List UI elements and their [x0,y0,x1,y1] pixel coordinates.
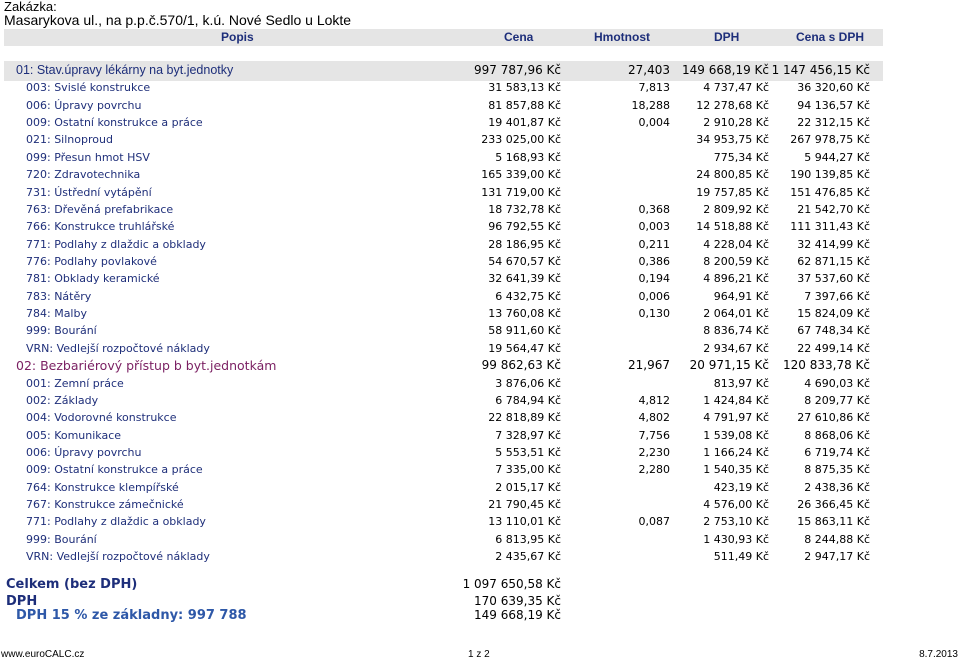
footer-site: www.euroCALC.cz [1,649,85,660]
table-row [0,427,960,444]
row-cena-s-dph: 8 209,77 Kč [804,393,870,407]
row-hmotnost: 21,967 [628,358,670,373]
row-cena-s-dph: 8 244,88 Kč [804,532,870,546]
row-dph: 1 166,24 Kč [703,445,769,459]
row-name: VRN: Vedlejší rozpočtové náklady [26,341,210,355]
summary-total [0,576,960,593]
row-cena-s-dph: 1 147 456,15 Kč [771,63,870,77]
table-row [0,166,960,183]
col-cena: Cena [504,30,534,44]
row-hmotnost: 0,211 [638,237,670,251]
row-dph: 4 737,47 Kč [703,81,769,95]
page-footer [0,649,960,661]
row-name: 731: Ústřední vytápění [26,185,152,199]
total-label: Celkem (bez DPH) [6,577,138,592]
summary-vat15 [0,607,960,624]
row-cena: 6 432,75 Kč [495,289,561,303]
row-cena-s-dph: 2 438,36 Kč [804,480,870,494]
row-dph: 8 836,74 Kč [703,324,769,338]
row-cena: 997 787,96 Kč [474,63,561,77]
table-row [0,392,960,409]
row-dph: 24 800,85 Kč [696,168,769,182]
row-dph: 2 809,92 Kč [703,202,769,216]
project-title: Masarykova ul., na p.p.č.570/1, k.ú. Nové Sedlo u Lokte [4,12,352,28]
table-row [0,149,960,166]
row-cena-s-dph: 120 833,78 Kč [783,358,870,373]
row-name: 001: Zemní práce [26,376,124,390]
row-cena-s-dph: 15 863,11 Kč [797,515,870,529]
table-row [0,322,960,339]
row-cena-s-dph: 26 366,45 Kč [797,498,870,511]
row-cena: 3 876,06 Kč [495,376,561,390]
row-cena-s-dph: 67 748,34 Kč [797,324,870,338]
row-hmotnost: 0,386 [638,255,670,268]
table-row [0,201,960,218]
zakazka-label: Zakázka: [4,0,57,14]
row-hmotnost: 0,003 [638,220,670,234]
row-name: 783: Nátěry [26,289,92,303]
table-row [0,270,960,287]
row-name: 771: Podlahy z dlaždic a obklady [26,515,206,529]
table-row [0,97,960,114]
row-hmotnost: 0,087 [638,515,670,529]
table-row [0,79,960,96]
row-dph: 34 953,75 Kč [696,133,769,147]
row-hmotnost: 0,004 [638,116,670,130]
row-hmotnost: 0,006 [638,289,670,303]
table-row [0,218,960,235]
row-cena: 54 670,57 Kč [488,255,561,268]
row-name: 006: Úpravy povrchu [26,445,142,459]
row-cena-s-dph: 22 312,15 Kč [797,116,870,130]
table-row [0,131,960,148]
row-dph: 4 896,21 Kč [703,272,769,286]
row-dph: 19 757,85 Kč [696,185,769,199]
row-dph: 4 576,00 Kč [703,498,769,511]
row-name: 01: Stav.úpravy lékárny na byt.jednotky [16,63,234,77]
row-cena: 21 790,45 Kč [488,498,561,511]
row-cena-s-dph: 36 320,60 Kč [797,81,870,95]
row-cena: 58 911,60 Kč [488,324,561,338]
row-cena-s-dph: 94 136,57 Kč [797,98,870,112]
row-dph: 2 934,67 Kč [703,341,769,355]
row-name: 02: Bezbariérový přístup b byt.jednotkám [16,358,277,374]
table-row [0,375,960,392]
row-hmotnost: 2,230 [638,445,670,459]
row-cena: 13 760,08 Kč [488,307,561,320]
row-cena-s-dph: 267 978,75 Kč [790,133,870,147]
row-cena-s-dph: 15 824,09 Kč [797,307,870,320]
row-name: 099: Přesun hmot HSV [26,150,150,164]
row-cena: 31 583,13 Kč [488,81,561,95]
row-cena: 32 641,39 Kč [488,272,561,286]
table-row [0,444,960,461]
row-name: 771: Podlahy z dlaždic a obklady [26,237,206,251]
row-cena-s-dph: 21 542,70 Kč [797,202,870,216]
row-hmotnost: 7,813 [638,81,670,95]
row-cena: 28 186,95 Kč [488,237,561,251]
row-cena-s-dph: 62 871,15 Kč [797,255,870,268]
section-row [0,357,960,374]
row-dph: 12 278,68 Kč [696,98,769,112]
row-hmotnost: 7,756 [638,428,670,442]
row-name: 006: Úpravy povrchu [26,98,142,112]
table-row [0,253,960,270]
table-row [0,479,960,496]
row-cena: 22 818,89 Kč [488,411,561,425]
row-hmotnost: 4,802 [638,411,670,425]
row-hmotnost: 0,194 [638,272,670,286]
row-name: 002: Základy [26,393,99,407]
row-cena-s-dph: 32 414,99 Kč [797,237,870,251]
row-dph: 813,97 Kč [713,376,769,390]
row-name: 005: Komunikace [26,428,122,442]
row-dph: 14 518,88 Kč [696,220,769,234]
table-row [0,184,960,201]
row-dph: 964,91 Kč [713,289,769,303]
vat-label: DPH [6,594,38,609]
row-name: 766: Konstrukce truhlářské [26,220,175,234]
vat15-label: DPH 15 % ze základny: 997 788 [16,608,247,623]
row-hmotnost: 4,812 [638,393,670,407]
row-cena-s-dph: 37 537,60 Kč [797,272,870,286]
table-row [0,288,960,305]
row-cena-s-dph: 8 875,35 Kč [804,463,870,477]
table-row [0,461,960,478]
row-name: 781: Obklady keramické [26,272,160,286]
col-cena-s-dph: Cena s DPH [796,30,865,44]
row-name: 764: Konstrukce klempířské [26,480,179,494]
row-dph: 1 539,08 Kč [703,428,769,442]
row-dph: 8 200,59 Kč [703,255,769,268]
row-dph: 2 753,10 Kč [703,515,769,529]
row-dph: 2 064,01 Kč [703,307,769,320]
row-name: 776: Podlahy povlakové [26,255,157,268]
row-dph: 423,19 Kč [713,480,769,494]
row-name: 021: Silnoproud [26,133,113,147]
row-dph: 511,49 Kč [713,550,769,564]
row-dph: 4 791,97 Kč [703,411,769,425]
row-cena-s-dph: 7 397,66 Kč [804,289,870,303]
footer-date: 8.7.2013 [919,649,958,660]
row-cena: 7 335,00 Kč [495,463,561,477]
row-dph: 775,34 Kč [713,150,769,164]
row-dph: 1 540,35 Kč [703,463,769,477]
row-name: 999: Bourání [26,532,97,546]
row-name: 784: Malby [26,307,87,320]
table-row [0,531,960,548]
row-dph: 20 971,15 Kč [689,358,769,373]
row-cena: 13 110,01 Kč [488,515,561,529]
row-cena: 19 401,87 Kč [488,116,561,130]
section-row [0,62,960,79]
row-cena: 5 553,51 Kč [495,445,561,459]
table-row [0,340,960,357]
row-hmotnost: 27,403 [628,63,670,77]
table-row [0,496,960,513]
row-cena-s-dph: 22 499,14 Kč [797,341,870,355]
row-cena: 6 784,94 Kč [495,393,561,407]
row-cena-s-dph: 5 944,27 Kč [804,150,870,164]
row-cena-s-dph: 27 610,86 Kč [797,411,870,425]
row-name: 009: Ostatní konstrukce a práce [26,116,203,130]
row-dph: 4 228,04 Kč [703,237,769,251]
row-cena-s-dph: 151 476,85 Kč [790,185,870,199]
row-cena: 2 015,17 Kč [495,480,561,494]
row-cena: 6 813,95 Kč [495,532,561,546]
row-hmotnost: 0,368 [638,202,670,216]
row-cena: 96 792,55 Kč [488,220,561,234]
row-cena: 18 732,78 Kč [488,202,561,216]
row-name: 763: Dřevěná prefabrikace [26,202,174,216]
row-cena-s-dph: 4 690,03 Kč [804,376,870,390]
table-row [0,513,960,530]
table-row [0,114,960,131]
row-cena-s-dph: 6 719,74 Kč [804,445,870,459]
vat-value: 170 639,35 Kč [474,594,561,608]
row-hmotnost: 0,130 [638,307,670,320]
row-name: 003: Svislé konstrukce [26,81,151,95]
table-row [0,548,960,565]
row-cena-s-dph: 190 139,85 Kč [790,168,870,182]
row-name: 009: Ostatní konstrukce a práce [26,463,203,477]
row-hmotnost: 18,288 [631,98,670,112]
total-value: 1 097 650,58 Kč [462,577,561,591]
row-name: 999: Bourání [26,324,97,338]
row-cena: 131 719,00 Kč [481,185,561,199]
row-cena-s-dph: 8 868,06 Kč [804,428,870,442]
table-row [0,305,960,322]
col-popis: Popis [221,30,254,44]
row-cena: 81 857,88 Kč [488,98,561,112]
row-dph: 1 424,84 Kč [703,393,769,407]
row-name: 767: Konstrukce zámečnické [26,498,184,511]
row-cena: 165 339,00 Kč [481,168,561,182]
footer-page: 1 z 2 [468,649,490,660]
row-cena-s-dph: 2 947,17 Kč [804,550,870,564]
table-row [0,409,960,426]
row-name: 004: Vodorovné konstrukce [26,411,177,425]
row-dph: 149 668,19 Kč [682,63,769,77]
row-cena: 19 564,47 Kč [488,341,561,355]
row-cena: 5 168,93 Kč [495,150,561,164]
vat15-value: 149 668,19 Kč [474,608,561,622]
col-hmotnost: Hmotnost [594,30,650,44]
row-cena: 233 025,00 Kč [481,133,561,147]
row-cena: 2 435,67 Kč [495,550,561,564]
col-dph: DPH [714,30,740,44]
row-cena: 7 328,97 Kč [495,428,561,442]
column-header-bar [4,29,883,46]
row-dph: 1 430,93 Kč [703,532,769,546]
row-hmotnost: 2,280 [638,463,670,477]
row-cena-s-dph: 111 311,43 Kč [790,220,870,234]
row-dph: 2 910,28 Kč [703,116,769,130]
table-row [0,236,960,253]
row-cena: 99 862,63 Kč [481,358,561,373]
row-name: 720: Zdravotechnika [26,168,141,182]
row-name: VRN: Vedlejší rozpočtové náklady [26,550,210,564]
